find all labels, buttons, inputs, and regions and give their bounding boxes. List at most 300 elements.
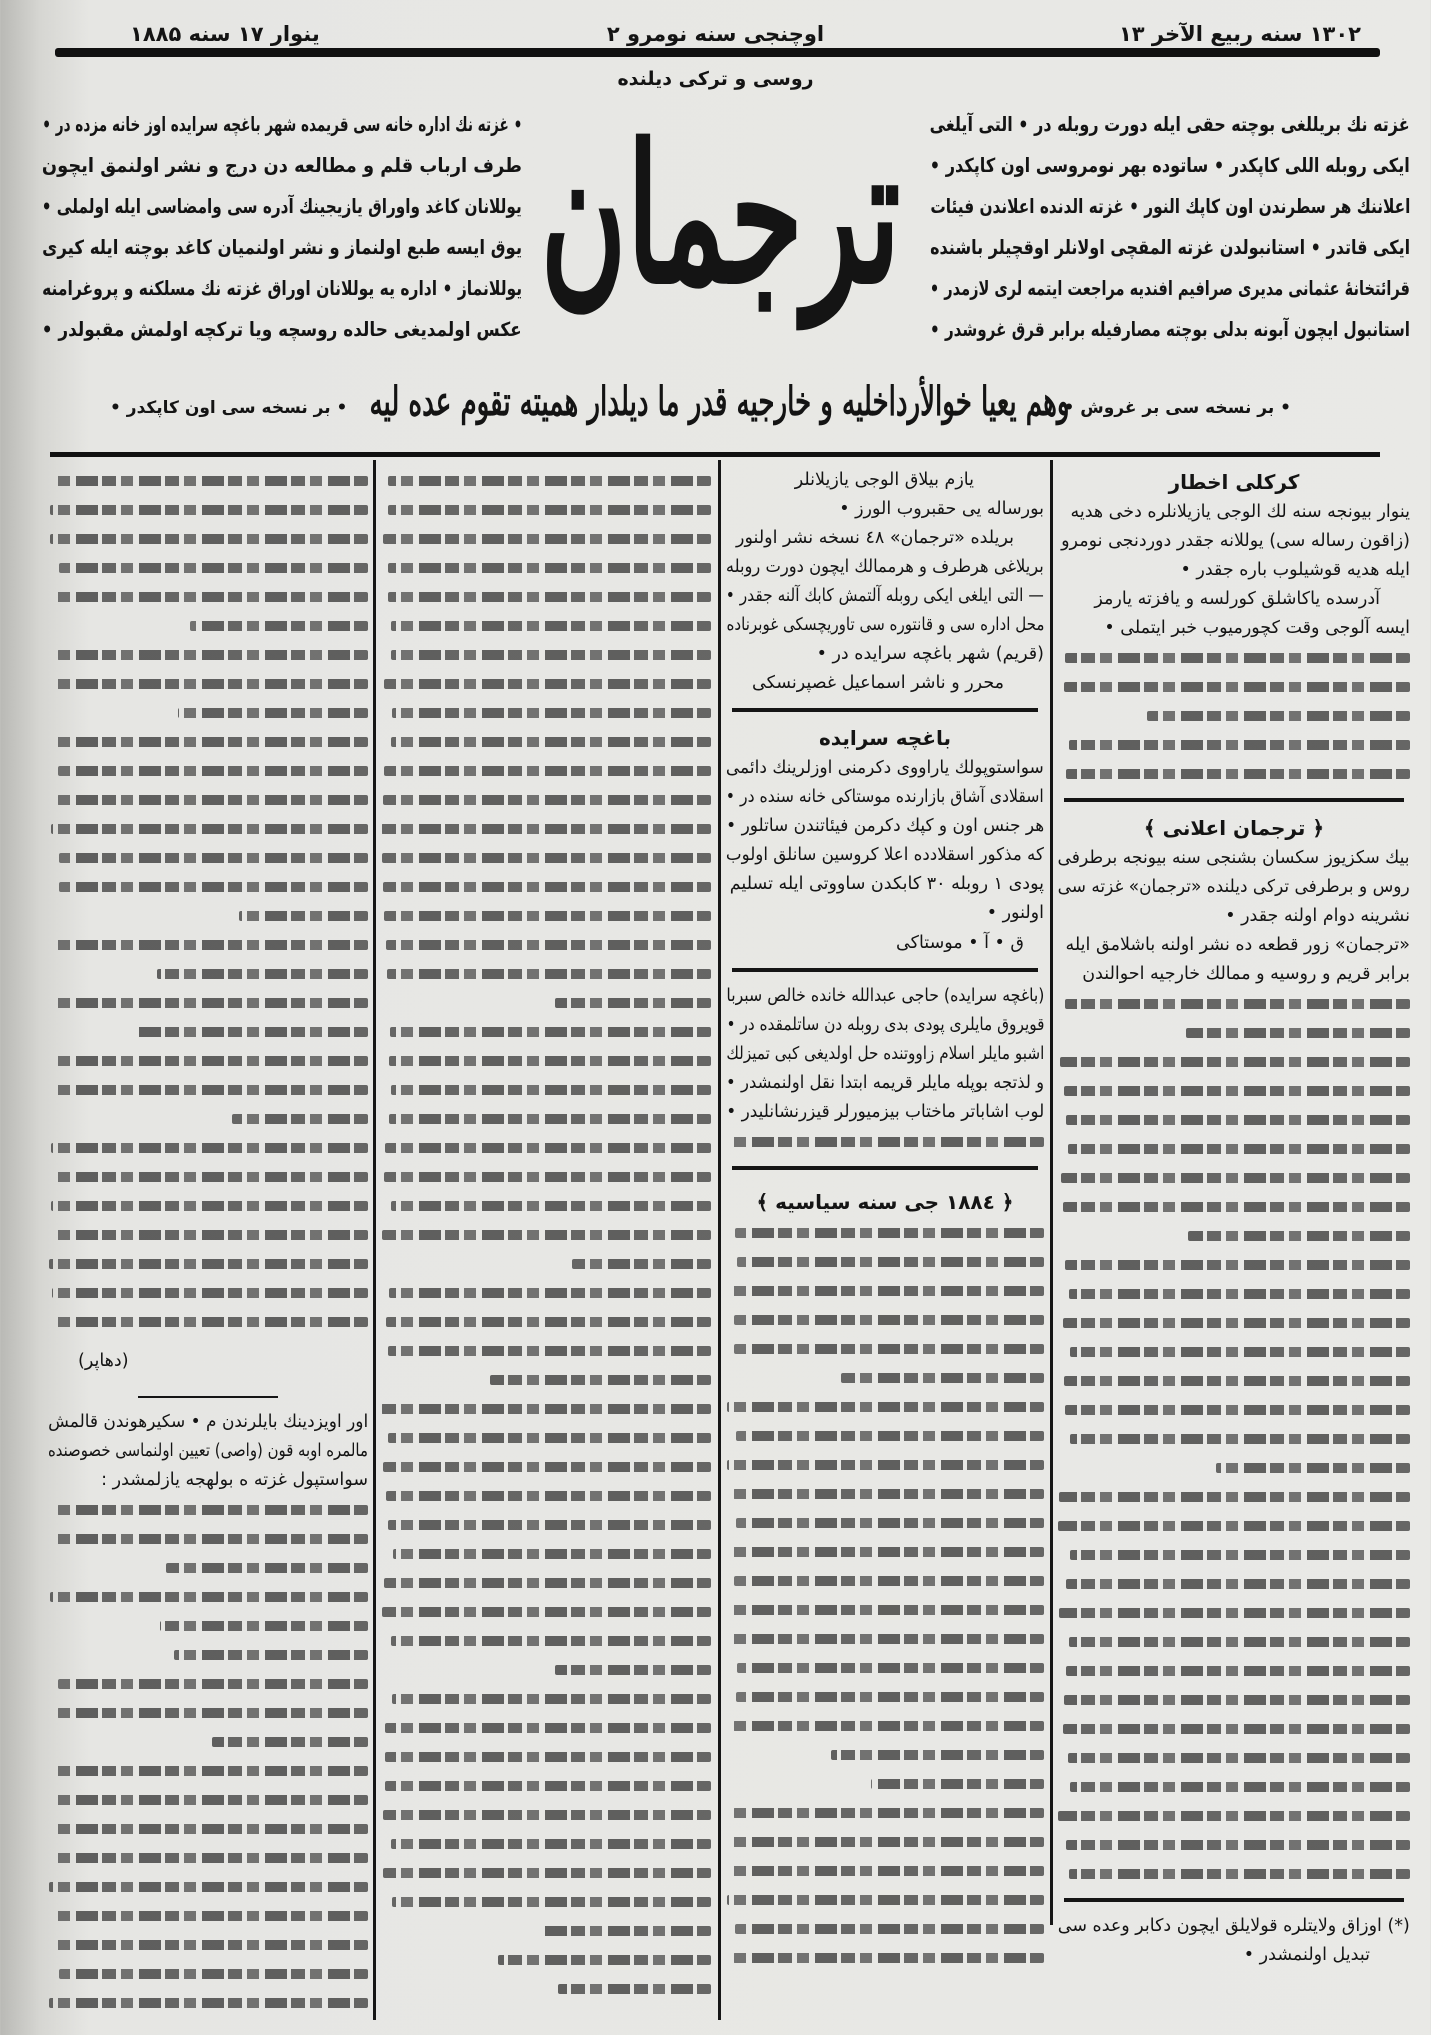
text-line bbox=[726, 754, 1044, 783]
text-line bbox=[48, 1495, 368, 1524]
section-rule bbox=[732, 968, 1038, 972]
text-line bbox=[726, 553, 1044, 582]
text-run: ایکی روبله اللی کاپکدر • ساتوده بهر نومروسی اون کاپکدر • bbox=[929, 154, 1410, 177]
text-line bbox=[381, 930, 711, 959]
text-line bbox=[1058, 614, 1410, 643]
text-line bbox=[1058, 1105, 1410, 1134]
text-line bbox=[1058, 1801, 1410, 1830]
text-line bbox=[726, 1595, 1044, 1624]
text-line bbox=[48, 872, 368, 901]
text-line bbox=[726, 812, 1044, 841]
text-run: وهم یعیا خوالأرداخلیه و خارجیه قدر ما دیلدار همیته تقوم عده لیه bbox=[369, 378, 1070, 425]
text-line bbox=[48, 1307, 368, 1336]
text-line bbox=[726, 1508, 1044, 1537]
text-line bbox=[48, 1698, 368, 1727]
text-line bbox=[1058, 1569, 1410, 1598]
text-line bbox=[1058, 527, 1410, 556]
text-line bbox=[726, 582, 1044, 611]
text-line bbox=[1058, 643, 1410, 672]
text-line bbox=[1058, 844, 1410, 873]
text-line bbox=[726, 1798, 1044, 1827]
announcement-paragraph bbox=[1058, 844, 1410, 989]
text-line bbox=[48, 1756, 368, 1785]
text-line bbox=[1058, 989, 1410, 1018]
text-line bbox=[381, 901, 711, 930]
text-line bbox=[381, 553, 711, 582]
text-line bbox=[1058, 1540, 1410, 1569]
text-run: لوب اشاباتر ماختاب بیزمیورلر قیزرنشانلیدر • bbox=[726, 1102, 1044, 1122]
text-line bbox=[1058, 1279, 1410, 1308]
text-run: غزته نك بریللغی بوچته حقی ایله دورت روبله در • التی آیلغی bbox=[929, 113, 1410, 136]
text-run: ینوار بیونجه سنه لك الوجی یازیلانلره دخی هدیه bbox=[1070, 502, 1410, 522]
text-line bbox=[381, 1713, 711, 1742]
text-line bbox=[381, 1365, 711, 1394]
notice-paragraph bbox=[1058, 498, 1410, 643]
editor-line bbox=[726, 669, 1044, 698]
text-run: مالمره اوبه قون (واصی) تعیین اولنماسی خصوصنده bbox=[47, 1441, 368, 1461]
info-line bbox=[930, 186, 1410, 227]
text-line bbox=[381, 495, 711, 524]
column-divider bbox=[373, 460, 376, 2020]
text-line bbox=[1058, 556, 1410, 585]
text-line bbox=[381, 756, 711, 785]
text-line bbox=[48, 582, 368, 611]
column-2 bbox=[726, 466, 1044, 1972]
article-text bbox=[726, 1127, 1044, 1156]
text-line bbox=[1058, 1134, 1410, 1163]
text-line bbox=[726, 1127, 1044, 1156]
info-line bbox=[930, 145, 1410, 186]
text-run: آدرسده یاکاشلق کورلسه و یافزته یارمز bbox=[1094, 589, 1380, 609]
text-line bbox=[48, 669, 368, 698]
text-line bbox=[48, 466, 368, 495]
article-closing bbox=[48, 1346, 368, 1376]
text-run: ﴿ ترجمان اعلانی ﴾ bbox=[1143, 816, 1325, 840]
letter-paragraph bbox=[48, 1408, 368, 1495]
text-line bbox=[381, 1771, 711, 1800]
article-text bbox=[48, 466, 368, 1336]
text-line bbox=[1058, 498, 1410, 527]
text-line bbox=[48, 959, 368, 988]
text-line bbox=[726, 1011, 1044, 1040]
text-line bbox=[381, 1278, 711, 1307]
masthead-motto bbox=[370, 372, 1070, 432]
text-line bbox=[381, 1394, 711, 1423]
text-line bbox=[48, 1162, 368, 1191]
price-note-left: • بر نسخه سی اون کاپکدر • bbox=[110, 398, 348, 418]
text-line bbox=[726, 1276, 1044, 1305]
header-rule bbox=[55, 48, 1380, 57]
text-line bbox=[726, 1566, 1044, 1595]
text-line bbox=[381, 1684, 711, 1713]
text-line bbox=[48, 524, 368, 553]
text-line bbox=[381, 1046, 711, 1075]
text-line bbox=[48, 901, 368, 930]
text-line bbox=[381, 1510, 711, 1539]
masthead-rule bbox=[50, 452, 1380, 457]
subscription-info bbox=[930, 104, 1410, 350]
text-run: — التی ایلغی ایکی روبله آلتمش کابك آلنه جقدر • bbox=[725, 586, 1044, 606]
publisher-info bbox=[726, 466, 1044, 698]
section-rule bbox=[732, 1166, 1038, 1170]
text-run: نشرینه دوام اولنه جقدر • bbox=[1225, 906, 1410, 926]
text-line bbox=[726, 1769, 1044, 1798]
text-line bbox=[48, 1640, 368, 1669]
text-run: بریلده «ترجمان» ٤٨ نسخه نشر اولنور bbox=[736, 528, 1014, 548]
info-line bbox=[930, 309, 1410, 350]
text-run: یوللانان کاغد واوراق یازیجینك آدره سی وامضاسی ایله اولملی • bbox=[42, 195, 522, 218]
text-line bbox=[726, 1334, 1044, 1363]
text-line bbox=[726, 899, 1044, 928]
hijri-date: ۱۳۰۲ سنه ربیع الآخر ۱۳ bbox=[1118, 22, 1361, 46]
text-line bbox=[1058, 1912, 1410, 1941]
text-line bbox=[381, 698, 711, 727]
text-run: برابر قریم و روسیه و ممالك خارجیه احوالندن bbox=[1082, 964, 1410, 984]
text-line bbox=[48, 756, 368, 785]
text-line bbox=[1058, 1714, 1410, 1743]
section-rule bbox=[1064, 1898, 1404, 1902]
text-line bbox=[1058, 1221, 1410, 1250]
text-line bbox=[726, 982, 1044, 1011]
text-run: (زاقون رساله سی) یوللانه جقدر دوردنجی نومرو bbox=[1061, 531, 1410, 551]
text-line bbox=[1058, 1192, 1410, 1221]
text-line bbox=[1058, 1453, 1410, 1482]
info-line bbox=[930, 227, 1410, 268]
column-4 bbox=[48, 466, 368, 2017]
text-line bbox=[381, 1017, 711, 1046]
text-run: محرر و ناشر اسماعیل غصپرنسکی bbox=[752, 673, 1004, 693]
text-line bbox=[381, 1162, 711, 1191]
text-line bbox=[1058, 1047, 1410, 1076]
text-line bbox=[726, 1247, 1044, 1276]
text-line bbox=[726, 1537, 1044, 1566]
text-line bbox=[48, 1988, 368, 2017]
article-text bbox=[48, 1495, 368, 2017]
text-line bbox=[726, 1827, 1044, 1856]
text-line bbox=[48, 1930, 368, 1959]
text-line bbox=[1058, 931, 1410, 960]
text-run: ایله هدیه قوشیلوب باره جقدر • bbox=[1180, 560, 1410, 580]
text-run: سواستپول غزته ه بولهجه یازلمشدر : bbox=[101, 1470, 368, 1490]
text-line bbox=[726, 1914, 1044, 1943]
text-line bbox=[1058, 701, 1410, 730]
text-line bbox=[726, 524, 1044, 553]
text-line bbox=[381, 1191, 711, 1220]
text-line bbox=[48, 553, 368, 582]
text-line bbox=[1058, 1627, 1410, 1656]
text-line bbox=[381, 640, 711, 669]
text-line bbox=[48, 1611, 368, 1640]
text-line bbox=[1058, 1163, 1410, 1192]
text-line bbox=[48, 1437, 368, 1466]
announcement-heading bbox=[1058, 812, 1410, 844]
text-line bbox=[381, 1887, 711, 1916]
text-line bbox=[381, 1858, 711, 1887]
text-line bbox=[381, 1481, 711, 1510]
text-line bbox=[48, 814, 368, 843]
text-line bbox=[1058, 1685, 1410, 1714]
column-divider bbox=[1050, 460, 1053, 1925]
text-run: یازم بیلاق الوجی یازیلانلر bbox=[794, 470, 974, 490]
text-run: قویروق مایلری پودی بدی روبله دن ساتلمقده در • bbox=[725, 1015, 1044, 1035]
text-line bbox=[48, 1669, 368, 1698]
text-line bbox=[381, 785, 711, 814]
text-line bbox=[381, 843, 711, 872]
text-line bbox=[1058, 585, 1410, 614]
text-line bbox=[1058, 1424, 1410, 1453]
text-line bbox=[381, 1568, 711, 1597]
text-line bbox=[48, 1582, 368, 1611]
text-line bbox=[726, 783, 1044, 812]
text-line bbox=[48, 785, 368, 814]
section-rule bbox=[1064, 798, 1404, 802]
text-line bbox=[48, 495, 368, 524]
text-line bbox=[48, 1220, 368, 1249]
price-note-right: • بر نسخه سی بر غروش • bbox=[1063, 398, 1291, 418]
text-line bbox=[48, 1046, 368, 1075]
text-line bbox=[381, 1336, 711, 1365]
text-line bbox=[381, 1133, 711, 1162]
text-run: سواستوپولك یاراووی دکرمنی اوزلرینك دائمی bbox=[726, 758, 1044, 778]
column-3 bbox=[381, 466, 711, 2003]
text-line bbox=[726, 1392, 1044, 1421]
text-line bbox=[381, 1423, 711, 1452]
text-line bbox=[1058, 960, 1410, 989]
text-line bbox=[48, 1249, 368, 1278]
text-run: بریلاغی هرطرف و هرممالك ایچون دورت روبله bbox=[725, 557, 1044, 577]
text-run: یوللانماز • اداره یه یوللانان اوراق غزته نك مسلکنه و پروغرامنه bbox=[41, 277, 522, 300]
text-line bbox=[1058, 1250, 1410, 1279]
political-year-heading bbox=[726, 1186, 1044, 1218]
text-line bbox=[1058, 1366, 1410, 1395]
text-line bbox=[726, 1740, 1044, 1769]
text-line bbox=[726, 1305, 1044, 1334]
text-line bbox=[726, 1040, 1044, 1069]
text-line bbox=[726, 1856, 1044, 1885]
text-line bbox=[1058, 672, 1410, 701]
text-line bbox=[1058, 1395, 1410, 1424]
text-run: استانبول ایچون آبونه بدلی بوچته مصارفیله برابر قرق غروشدر • bbox=[930, 318, 1410, 341]
text-line bbox=[726, 1421, 1044, 1450]
info-line bbox=[930, 104, 1410, 145]
text-line bbox=[48, 611, 368, 640]
text-run: اعلاننك هر سطرندن اون کاپك النور • غزته الدنده اعلاندن فیئات bbox=[929, 195, 1410, 218]
text-line bbox=[1058, 1743, 1410, 1772]
text-run: اشبو مایلر اسلام زاووتنده حل اولدیغی کبی تمیزلك bbox=[726, 1044, 1044, 1064]
text-run: کرکلی اخطار bbox=[1168, 470, 1300, 494]
text-run: اور اویزدینك بایلرندن م • سکیرهوندن قالمش bbox=[47, 1412, 368, 1432]
text-line bbox=[48, 1814, 368, 1843]
text-line bbox=[48, 1104, 368, 1133]
issue-number: اوچنجی سنه نومرو ۲ bbox=[606, 22, 825, 46]
text-line bbox=[48, 727, 368, 756]
text-line bbox=[726, 1479, 1044, 1508]
article-text bbox=[1058, 643, 1410, 788]
text-line bbox=[726, 495, 1044, 524]
text-line bbox=[48, 988, 368, 1017]
text-line bbox=[381, 1452, 711, 1481]
column-divider bbox=[718, 460, 721, 2020]
text-line bbox=[726, 1450, 1044, 1479]
text-line bbox=[726, 640, 1044, 669]
section-rule bbox=[138, 1396, 278, 1398]
text-run: طرف ارباب قلم و مطالعه دن درج و نشر اولنمق ایچون bbox=[42, 154, 522, 177]
text-line bbox=[48, 843, 368, 872]
text-line bbox=[726, 1711, 1044, 1740]
text-run: (قریم) شهر باغچه سرایده در • bbox=[816, 644, 1044, 664]
text-run: ایسه آلوجی وقت کچورمیوب خبر ایتملی • bbox=[1104, 618, 1410, 638]
text-line bbox=[48, 698, 368, 727]
text-line bbox=[381, 959, 711, 988]
text-run: «ترجمان» زور قطعه ده نشر اولنه باشلامق ایله bbox=[1065, 935, 1410, 955]
text-line bbox=[48, 1843, 368, 1872]
gregorian-date: ینوار ۱۷ سنه ۱۸۸۵ bbox=[130, 22, 320, 46]
text-line bbox=[1058, 1941, 1410, 1970]
text-run: ایکی قاتدر • استانبولدن غزته المقچی اولانلر اوقچیلر باشنده bbox=[929, 236, 1410, 259]
notice-heading bbox=[1058, 466, 1410, 498]
text-line bbox=[726, 1653, 1044, 1682]
text-line bbox=[48, 1017, 368, 1046]
text-line bbox=[48, 1524, 368, 1553]
text-line bbox=[381, 1307, 711, 1336]
column-1 bbox=[1058, 466, 1410, 1970]
text-line bbox=[381, 1220, 711, 1249]
text-line bbox=[48, 1959, 368, 1988]
text-run: بیك سکزیوز سکسان بشنجی سنه بیونجه برطرفی bbox=[1057, 848, 1410, 868]
text-line bbox=[1058, 1337, 1410, 1366]
text-line bbox=[48, 1133, 368, 1162]
text-run: روس و برطرفی ترکی دیلنده «ترجمان» غزته سی bbox=[1058, 877, 1410, 897]
text-run: ق • آ • موستاکی bbox=[896, 933, 1024, 953]
text-run: ترجمان bbox=[539, 103, 900, 326]
text-line bbox=[48, 930, 368, 959]
text-line bbox=[381, 524, 711, 553]
mill-advertisement bbox=[726, 754, 1044, 928]
text-line bbox=[1058, 1076, 1410, 1105]
text-line bbox=[381, 1655, 711, 1684]
text-line bbox=[381, 1974, 711, 2003]
text-line bbox=[726, 1885, 1044, 1914]
text-line bbox=[381, 1075, 711, 1104]
text-run: (دهاپر) bbox=[78, 1351, 129, 1371]
text-line bbox=[726, 841, 1044, 870]
text-line bbox=[1058, 1598, 1410, 1627]
text-line bbox=[1058, 1511, 1410, 1540]
text-line bbox=[726, 1682, 1044, 1711]
text-line bbox=[1058, 759, 1410, 788]
advertiser-signature bbox=[726, 928, 1044, 958]
text-line bbox=[1058, 873, 1410, 902]
text-line bbox=[48, 1553, 368, 1582]
text-line bbox=[48, 1466, 368, 1495]
text-run: عکس اولمدیغی حالده روسچه ویا ترکچه اولمش مقبولدر • bbox=[41, 318, 522, 341]
text-run: و لذتجه بوپله مایلر قریمه ابتدا نقل اولنمشدر • bbox=[725, 1073, 1044, 1093]
text-line bbox=[381, 1597, 711, 1626]
text-line bbox=[1058, 1308, 1410, 1337]
text-run: پودی ۱ روبله ۳۰ کابكدن ساووتی ایله تسلیم bbox=[729, 874, 1044, 894]
text-run: باغچه سرایده bbox=[818, 726, 952, 750]
text-line bbox=[726, 1943, 1044, 1972]
text-run: تبدیل اولنمشدر • bbox=[1243, 1945, 1370, 1965]
text-line bbox=[381, 1539, 711, 1568]
text-line bbox=[381, 727, 711, 756]
text-line bbox=[381, 1945, 711, 1974]
text-line bbox=[48, 1075, 368, 1104]
text-line bbox=[381, 1800, 711, 1829]
text-line bbox=[48, 1408, 368, 1437]
text-line bbox=[381, 814, 711, 843]
text-line bbox=[726, 1363, 1044, 1392]
text-run: بورساله یی حقبروب الورز • bbox=[839, 499, 1044, 519]
text-run: که مذکور اسقلادده اعلا کروسین سانلق اولوب bbox=[726, 845, 1044, 865]
text-line bbox=[1058, 1772, 1410, 1801]
text-line bbox=[381, 1742, 711, 1771]
text-line bbox=[726, 1098, 1044, 1127]
footnote bbox=[1058, 1912, 1410, 1970]
text-line bbox=[1058, 902, 1410, 931]
text-line bbox=[1058, 1859, 1410, 1888]
text-line bbox=[48, 1278, 368, 1307]
text-line bbox=[1058, 730, 1410, 759]
text-line bbox=[381, 1916, 711, 1945]
text-line bbox=[381, 466, 711, 495]
text-run: ﴿ ۱۸۸٤ جی سنه سیاسیه ﴾ bbox=[756, 1190, 1014, 1214]
text-line bbox=[726, 870, 1044, 899]
info-line bbox=[930, 268, 1410, 309]
text-run: (*) اوزاق ولایتلره قولایلق ایچون دکابر وعده سی bbox=[1058, 1916, 1410, 1936]
text-line bbox=[381, 1104, 711, 1133]
text-line bbox=[381, 872, 711, 901]
text-line bbox=[1058, 1656, 1410, 1685]
oil-advertisement bbox=[726, 982, 1044, 1127]
text-line bbox=[726, 466, 1044, 495]
text-run: • غزته نك اداره خانه سی قریمده شهر باغچه سرایده اوز خانه مزده در • bbox=[42, 113, 522, 136]
text-run: قرائتخانۀ عثمانی مدیری صرافیم افندیه مراجعت ایتمه لری لازمدر • bbox=[929, 277, 1410, 300]
text-line bbox=[381, 669, 711, 698]
languages-line: روسی و ترکی دیلنده bbox=[617, 68, 814, 90]
article-text bbox=[726, 1218, 1044, 1972]
text-line bbox=[726, 1218, 1044, 1247]
text-line bbox=[381, 582, 711, 611]
bakhchisaray-heading bbox=[726, 722, 1044, 754]
text-line bbox=[1058, 1482, 1410, 1511]
article-text bbox=[381, 466, 711, 2003]
text-run: محل اداره سی و قانتوره سی تاوریچسکی غوبرناده bbox=[725, 615, 1044, 635]
text-line bbox=[726, 1069, 1044, 1098]
text-line bbox=[48, 1872, 368, 1901]
text-run: هر جنس اون و کپك دکرمن فیئاتندن ساتلور • bbox=[726, 816, 1044, 836]
text-line bbox=[726, 611, 1044, 640]
text-run: اولنور • bbox=[986, 903, 1044, 923]
text-run: اسقلادی آشاق بازارنده موستاکی خانه سنده در • bbox=[725, 787, 1044, 807]
text-line bbox=[381, 988, 711, 1017]
section-rule bbox=[732, 708, 1038, 712]
text-line bbox=[48, 1901, 368, 1930]
article-text bbox=[1058, 989, 1410, 1888]
text-line bbox=[48, 1191, 368, 1220]
text-line bbox=[726, 1624, 1044, 1653]
text-run: یوق ایسه طبع اولنماز و نشر اولنمیان کاغد بوچته ایله کیری bbox=[42, 236, 522, 259]
masthead-logo bbox=[540, 90, 900, 350]
text-line bbox=[1058, 1830, 1410, 1859]
text-line bbox=[381, 1626, 711, 1655]
text-line bbox=[48, 1727, 368, 1756]
text-line bbox=[48, 640, 368, 669]
text-line bbox=[381, 1829, 711, 1858]
text-line bbox=[1058, 1018, 1410, 1047]
text-line bbox=[381, 1249, 711, 1278]
text-line bbox=[48, 1785, 368, 1814]
